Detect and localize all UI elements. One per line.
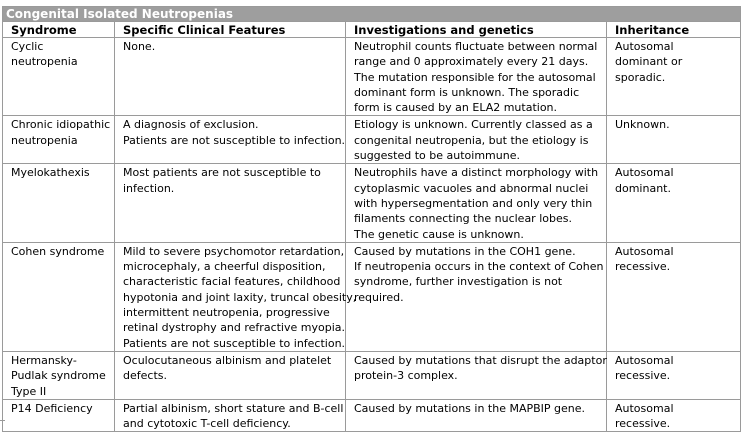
cell-text-line: Autosomal bbox=[615, 40, 674, 53]
cell-text-line: Unknown. bbox=[615, 118, 670, 132]
cell-text-line: with hypersegmentation and only very thin bbox=[354, 196, 593, 210]
corner-mark bbox=[0, 420, 5, 426]
cell-text-line: required. bbox=[354, 290, 404, 304]
cell-text-line: form is caused by an ELA2 mutation. bbox=[354, 101, 558, 115]
cell-text-line: Etiology is unknown. Currently classed as a bbox=[354, 118, 593, 132]
inheritance-cell bbox=[607, 242, 741, 351]
investigations-cell bbox=[346, 399, 607, 432]
table-row bbox=[3, 116, 741, 164]
cell-text-line: dominant. bbox=[615, 181, 671, 195]
header-features: Specific Clinical Features bbox=[115, 22, 346, 38]
cell-text-line: dominant form is unknown. The sporadic bbox=[354, 85, 580, 99]
cell-text-line: Neutrophil counts fluctuate between normal bbox=[354, 40, 598, 53]
investigations-cell bbox=[346, 164, 607, 242]
table-row bbox=[3, 242, 741, 351]
syndrome-cell bbox=[3, 242, 115, 351]
cell-text-line: Cohen syndrome bbox=[11, 244, 105, 258]
table-row bbox=[3, 38, 741, 116]
syndrome-cell bbox=[3, 116, 115, 164]
cell-text-line: hypotonia and joint laxity, truncal obesity, bbox=[123, 290, 357, 304]
cell-text-line: protein-3 complex. bbox=[354, 369, 458, 383]
cell-text-line: syndrome, further investigation is not bbox=[354, 275, 563, 289]
features-cell bbox=[115, 399, 346, 432]
cell-text-line: Caused by mutations in the MAPBIP gene. bbox=[354, 401, 586, 415]
cell-text-line: Oculocutaneous albinism and platelet bbox=[123, 353, 332, 367]
cell-text-line: Type II bbox=[11, 384, 47, 398]
syndrome-cell bbox=[3, 164, 115, 242]
features-cell bbox=[115, 242, 357, 351]
table-title-row bbox=[3, 7, 741, 22]
cell-text-line: filaments connecting the nuclear lobes. bbox=[354, 212, 572, 226]
cell-text-line: P14 Deficiency bbox=[11, 401, 93, 415]
syndrome-cell bbox=[3, 38, 115, 116]
inheritance-cell bbox=[607, 116, 741, 164]
cell-text-line: Hermansky- bbox=[11, 353, 77, 367]
cell-text-line: suggested to be autoimmune. bbox=[354, 149, 520, 163]
features-cell bbox=[115, 351, 346, 399]
cell-text-line: If neutropenia occurs in the context of Cohen bbox=[354, 260, 604, 274]
cell-text-line: Caused by mutations in the COH1 gene. bbox=[354, 244, 576, 258]
cell-text-line: Patients are not susceptible to infection. bbox=[123, 336, 346, 350]
cell-text-line: Autosomal bbox=[615, 244, 674, 258]
cell-text-line: recessive. bbox=[615, 260, 671, 274]
cell-text-line: intermittent neutropenia, progressive bbox=[123, 306, 330, 320]
investigations-cell bbox=[346, 351, 607, 399]
cell-text-line: None. bbox=[123, 40, 156, 53]
cell-text-line: Most patients are not susceptible to bbox=[123, 166, 321, 180]
table-row bbox=[3, 164, 741, 242]
cell-text-line: Myelokathexis bbox=[11, 166, 90, 180]
cell-text-line: The mutation responsible for the autosomal bbox=[354, 70, 596, 84]
features-cell bbox=[115, 116, 346, 164]
cell-text-line: Pudlak syndrome bbox=[11, 369, 106, 383]
syndrome-cell bbox=[3, 399, 115, 432]
cell-text-line: infection. bbox=[123, 181, 175, 195]
header-investigations: Investigations and genetics bbox=[346, 22, 607, 38]
table-row bbox=[3, 351, 741, 399]
cell-text-line: Mild to severe psychomotor retardation, bbox=[123, 244, 345, 258]
cell-text-line: retinal dystrophy and refractive myopia. bbox=[123, 321, 345, 335]
cell-text-line: The genetic cause is unknown. bbox=[354, 227, 524, 241]
features-cell bbox=[115, 38, 346, 116]
cell-text-line: Neutrophils have a distinct morphology with bbox=[354, 166, 599, 180]
header-syndrome: Syndrome bbox=[3, 22, 115, 38]
cell-text-line: Autosomal bbox=[615, 166, 674, 180]
cell-text-line: microcephaly, a cheerful disposition, bbox=[123, 260, 326, 274]
investigations-cell bbox=[346, 116, 607, 164]
cell-text-line: characteristic facial features, childhood bbox=[123, 275, 341, 289]
neutropenia-table-container bbox=[2, 6, 740, 432]
table-row bbox=[3, 399, 741, 432]
inheritance-cell bbox=[607, 164, 741, 242]
cell-text-line: range and 0 approximately every 21 days. bbox=[354, 55, 589, 69]
cell-text-line: neutropenia bbox=[11, 55, 78, 69]
syndrome-cell bbox=[3, 351, 115, 399]
table-body bbox=[3, 38, 741, 432]
cell-text-line: defects. bbox=[123, 369, 167, 383]
cell-text-line: Partial albinism, short stature and B-cell bbox=[123, 401, 344, 415]
cell-text-line: recessive. bbox=[615, 417, 671, 431]
table-title: Congenital Isolated Neutropenias bbox=[3, 7, 741, 22]
cell-text-line: Patients are not susceptible to infection. bbox=[123, 133, 346, 147]
cell-text-line: Caused by mutations that disrupt the adaptor bbox=[354, 353, 607, 367]
cell-text-line: Autosomal bbox=[615, 353, 674, 367]
column-header-row bbox=[3, 22, 741, 38]
cell-text-line: neutropenia bbox=[11, 133, 78, 147]
investigations-cell bbox=[346, 38, 607, 116]
cell-text-line: and cytotoxic T-cell deficiency. bbox=[123, 417, 291, 431]
cell-text-line: Autosomal bbox=[615, 401, 674, 415]
cell-text-line: Cyclic bbox=[11, 40, 44, 53]
cell-text-line: Chronic idiopathic bbox=[11, 118, 111, 132]
features-cell bbox=[115, 164, 346, 242]
cell-text-line: cytoplasmic vacuoles and abnormal nuclei bbox=[354, 181, 589, 195]
investigations-cell bbox=[346, 242, 607, 351]
cell-text-line: dominant or bbox=[615, 55, 683, 69]
inheritance-cell bbox=[607, 38, 741, 116]
cell-text-line: sporadic. bbox=[615, 70, 666, 84]
inheritance-cell bbox=[607, 399, 741, 432]
cell-text-line: recessive. bbox=[615, 369, 671, 383]
cell-text-line: congenital neutropenia, but the etiology is bbox=[354, 133, 589, 147]
cell-text-line: A diagnosis of exclusion. bbox=[123, 118, 259, 132]
inheritance-cell bbox=[607, 351, 741, 399]
neutropenia-table bbox=[2, 6, 741, 432]
header-inheritance: Inheritance bbox=[607, 22, 741, 38]
